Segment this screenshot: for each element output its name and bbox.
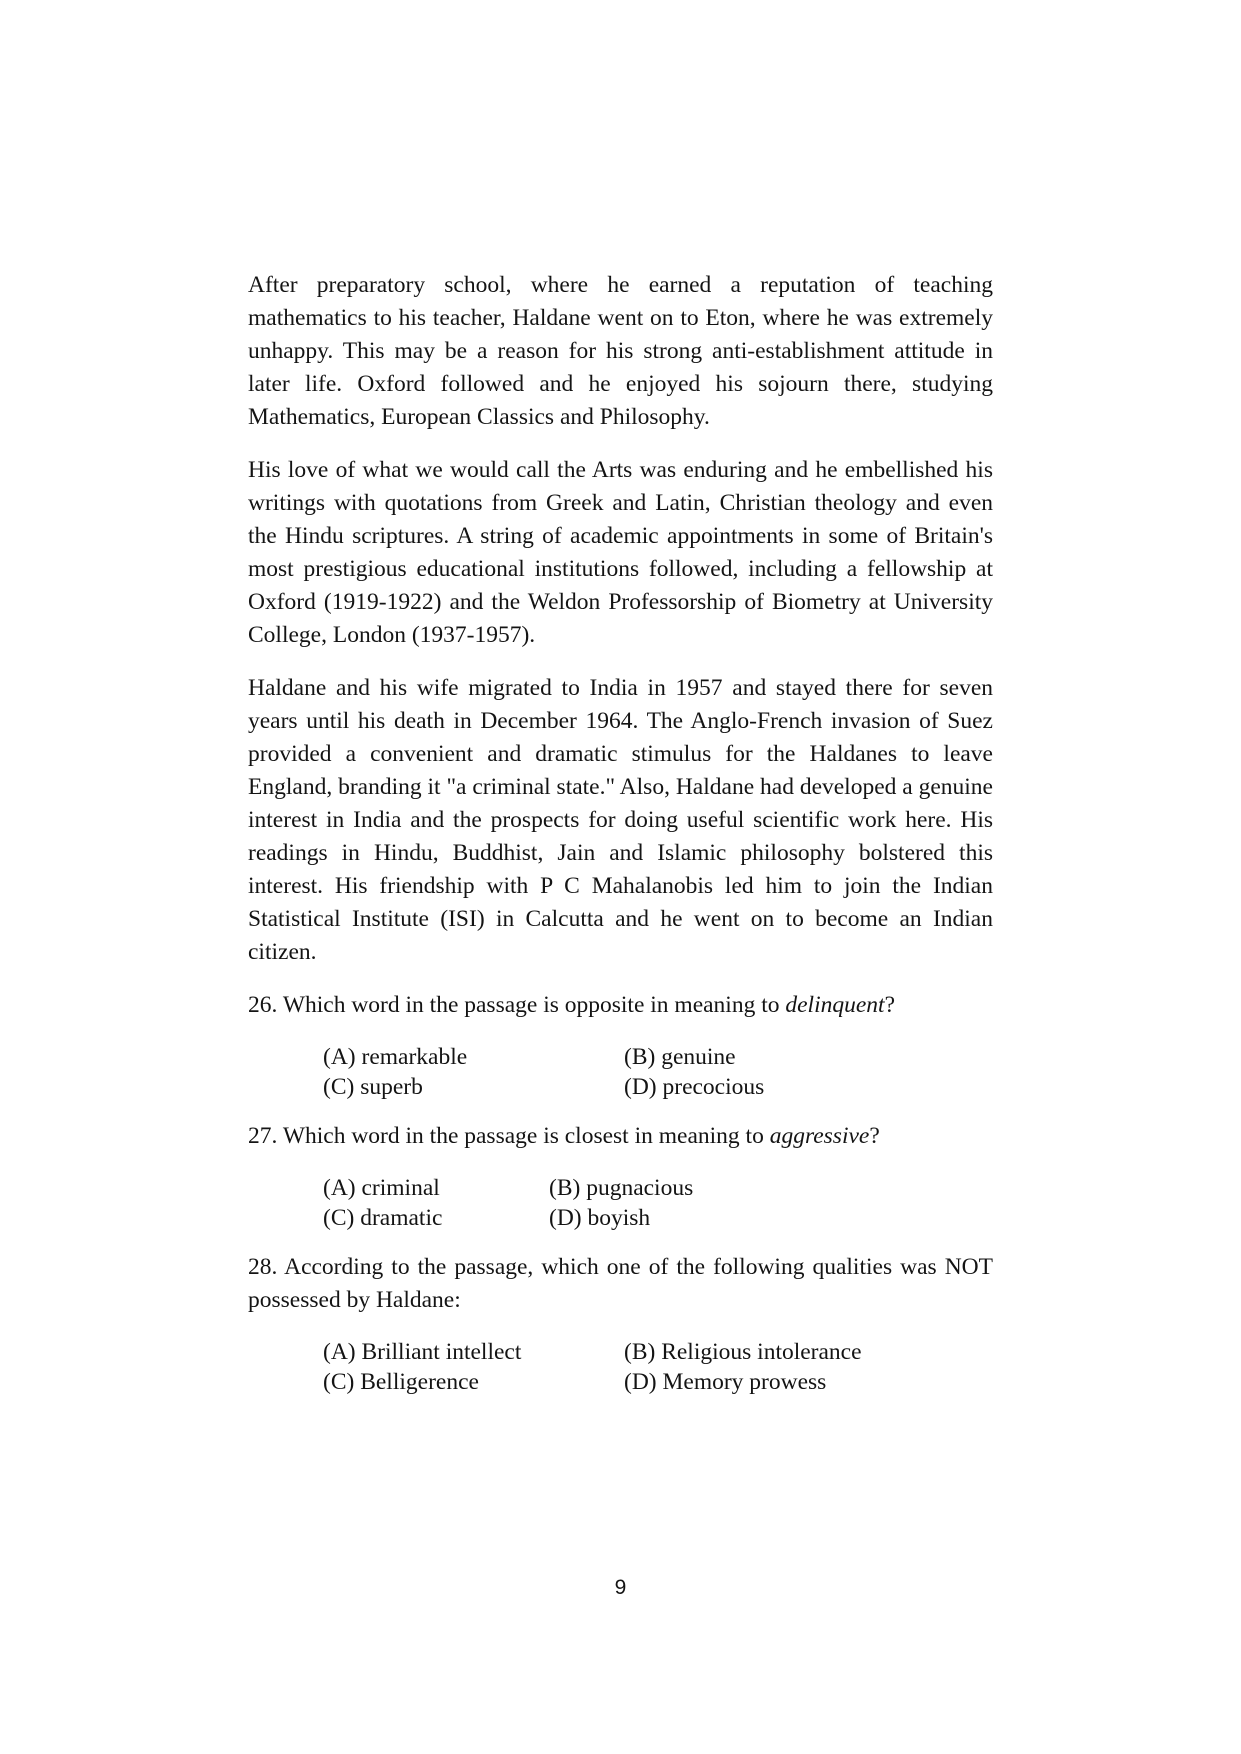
question-26-keyword: delinquent bbox=[785, 992, 885, 1018]
question-26-text: 26. Which word in the passage is opposite in meaning to bbox=[248, 992, 786, 1018]
question-28-options bbox=[248, 1337, 993, 1397]
question-28-text: 28. According to the passage, which one of the following qualities was NOT possessed by Haldane: bbox=[248, 1254, 993, 1313]
option-a: (A) remarkable bbox=[323, 1044, 468, 1070]
question-26-suffix: ? bbox=[884, 992, 896, 1018]
option-a: (A) Brilliant intellect bbox=[323, 1339, 522, 1365]
question-28 bbox=[248, 1251, 993, 1317]
option-b: (B) Religious intolerance bbox=[624, 1339, 862, 1365]
question-27-text: 27. Which word in the passage is closest in meaning to bbox=[248, 1123, 770, 1149]
option-a: (A) criminal bbox=[323, 1175, 440, 1201]
question-27 bbox=[248, 1120, 993, 1153]
passage-paragraph-3: Haldane and his wife migrated to India in 1957 and stayed there for seven years until his death in December 1964. The Anglo-French invasion of Suez provided a convenient and dramatic stimulus for the Haldanes to leave England, branding it "a criminal state." Also, Haldane had developed a genuine interest in India and the prospects for doing useful scientific work here. His readings in Hindu, Buddhist, Jain and Islamic philosophy bolstered this interest. His friendship with P C Mahalanobis led him to join the Indian Statistical Institute (ISI) in Calcutta and he went on to become an Indian citizen. bbox=[248, 675, 993, 965]
question-27-suffix: ? bbox=[869, 1123, 880, 1149]
option-d: (D) Memory prowess bbox=[624, 1369, 827, 1395]
page-content bbox=[248, 269, 993, 1415]
option-b: (B) pugnacious bbox=[549, 1175, 694, 1201]
passage-paragraph-2: His love of what we would call the Arts was enduring and he embellished his writings with quotations from Greek and Latin, Christian theology and even the Hindu scriptures. A string of academic appointments in some of Britain's most prestigious educational institutions followed, including a fellowship at Oxford (1919-1922) and the Weldon Professorship of Biometry at University College, London (1937-1957). bbox=[248, 457, 993, 648]
question-27-keyword: aggressive bbox=[769, 1123, 870, 1149]
option-d: (D) precocious bbox=[624, 1074, 765, 1100]
question-26 bbox=[248, 989, 993, 1022]
option-d: (D) boyish bbox=[549, 1205, 651, 1231]
page-number: 9 bbox=[614, 1576, 627, 1599]
option-b: (B) genuine bbox=[624, 1044, 736, 1070]
option-c: (C) dramatic bbox=[323, 1205, 443, 1231]
option-c: (C) superb bbox=[323, 1074, 423, 1100]
option-c: (C) Belligerence bbox=[323, 1369, 479, 1395]
question-26-options bbox=[248, 1042, 993, 1102]
passage-paragraph-1: After preparatory school, where he earned a reputation of teaching mathematics to his teacher, Haldane went on to Eton, where he was extremely unhappy. This may be a reason for his strong anti-establishment attitude in later life. Oxford followed and he enjoyed his sojourn there, studying Mathematics, European Classics and Philosophy. bbox=[248, 272, 993, 430]
question-27-options bbox=[248, 1173, 993, 1233]
